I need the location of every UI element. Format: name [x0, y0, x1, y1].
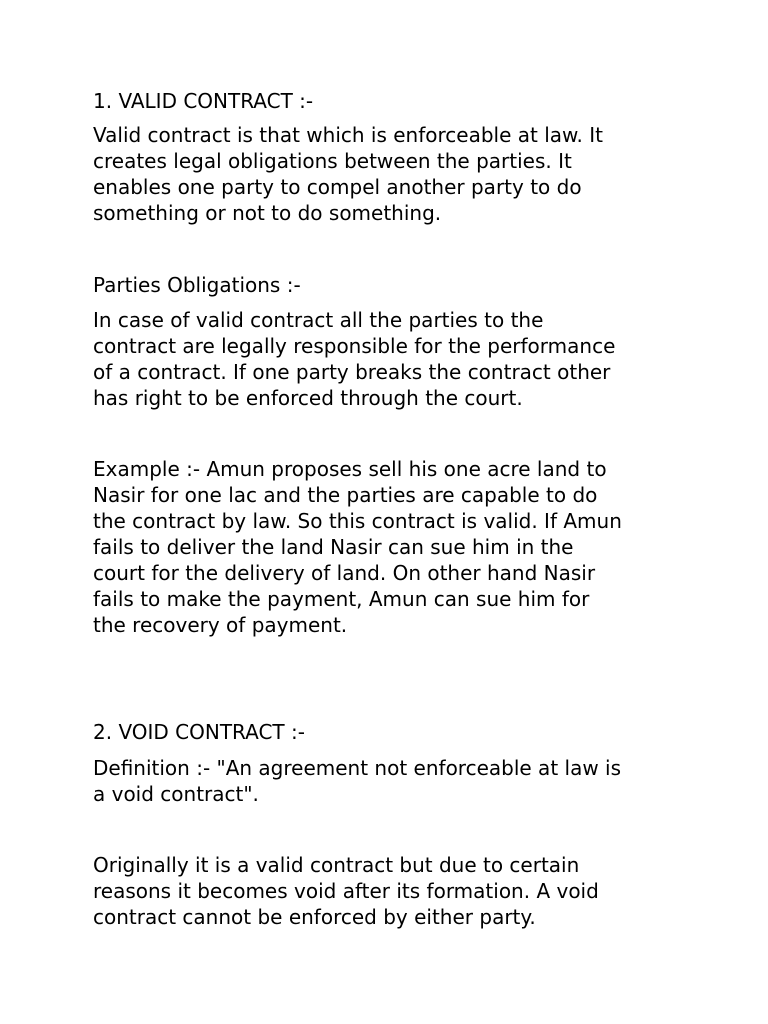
- paragraph-line: In case of valid contract all the parties to the: [93, 308, 544, 332]
- void-contract-explanation: [93, 852, 693, 930]
- paragraph-line: has right to be enforced through the court.: [93, 386, 523, 410]
- paragraph-line: court for the delivery of land. On other hand Nasir: [93, 561, 596, 585]
- paragraph-line: of a contract. If one party breaks the contract other: [93, 360, 611, 384]
- paragraph-line: the contract by law. So this contract is valid. If Amun: [93, 509, 622, 533]
- paragraph-line: something or not to do something.: [93, 201, 442, 225]
- valid-contract-definition: [93, 122, 693, 226]
- paragraph-line: fails to deliver the land Nasir can sue him in the: [93, 535, 574, 559]
- paragraph-line: a void contract".: [93, 782, 259, 806]
- parties-obligations-paragraph: [93, 307, 693, 411]
- section-heading-valid-contract: 1. VALID CONTRACT :-: [93, 89, 314, 113]
- paragraph-line: contract are legally responsible for the performance: [93, 334, 616, 358]
- paragraph-line: Definition :- "An agreement not enforceable at law is: [93, 756, 622, 780]
- valid-contract-example: [93, 456, 693, 638]
- paragraph-line: contract cannot be enforced by either party.: [93, 905, 536, 929]
- paragraph-line: creates legal obligations between the parties. It: [93, 149, 572, 173]
- parties-obligations-heading: Parties Obligations :-: [93, 273, 301, 297]
- section-heading-void-contract: 2. VOID CONTRACT :-: [93, 720, 305, 744]
- paragraph-line: reasons it becomes void after its formation. A void: [93, 879, 599, 903]
- paragraph-line: Example :- Amun proposes sell his one acre land to: [93, 457, 607, 481]
- paragraph-line: the recovery of payment.: [93, 613, 348, 637]
- void-contract-definition: [93, 755, 693, 807]
- paragraph-line: fails to make the payment, Amun can sue him for: [93, 587, 590, 611]
- paragraph-line: Valid contract is that which is enforceable at law. It: [93, 123, 603, 147]
- paragraph-line: enables one party to compel another party to do: [93, 175, 582, 199]
- paragraph-line: Nasir for one lac and the parties are capable to do: [93, 483, 598, 507]
- paragraph-line: Originally it is a valid contract but due to certain: [93, 853, 580, 877]
